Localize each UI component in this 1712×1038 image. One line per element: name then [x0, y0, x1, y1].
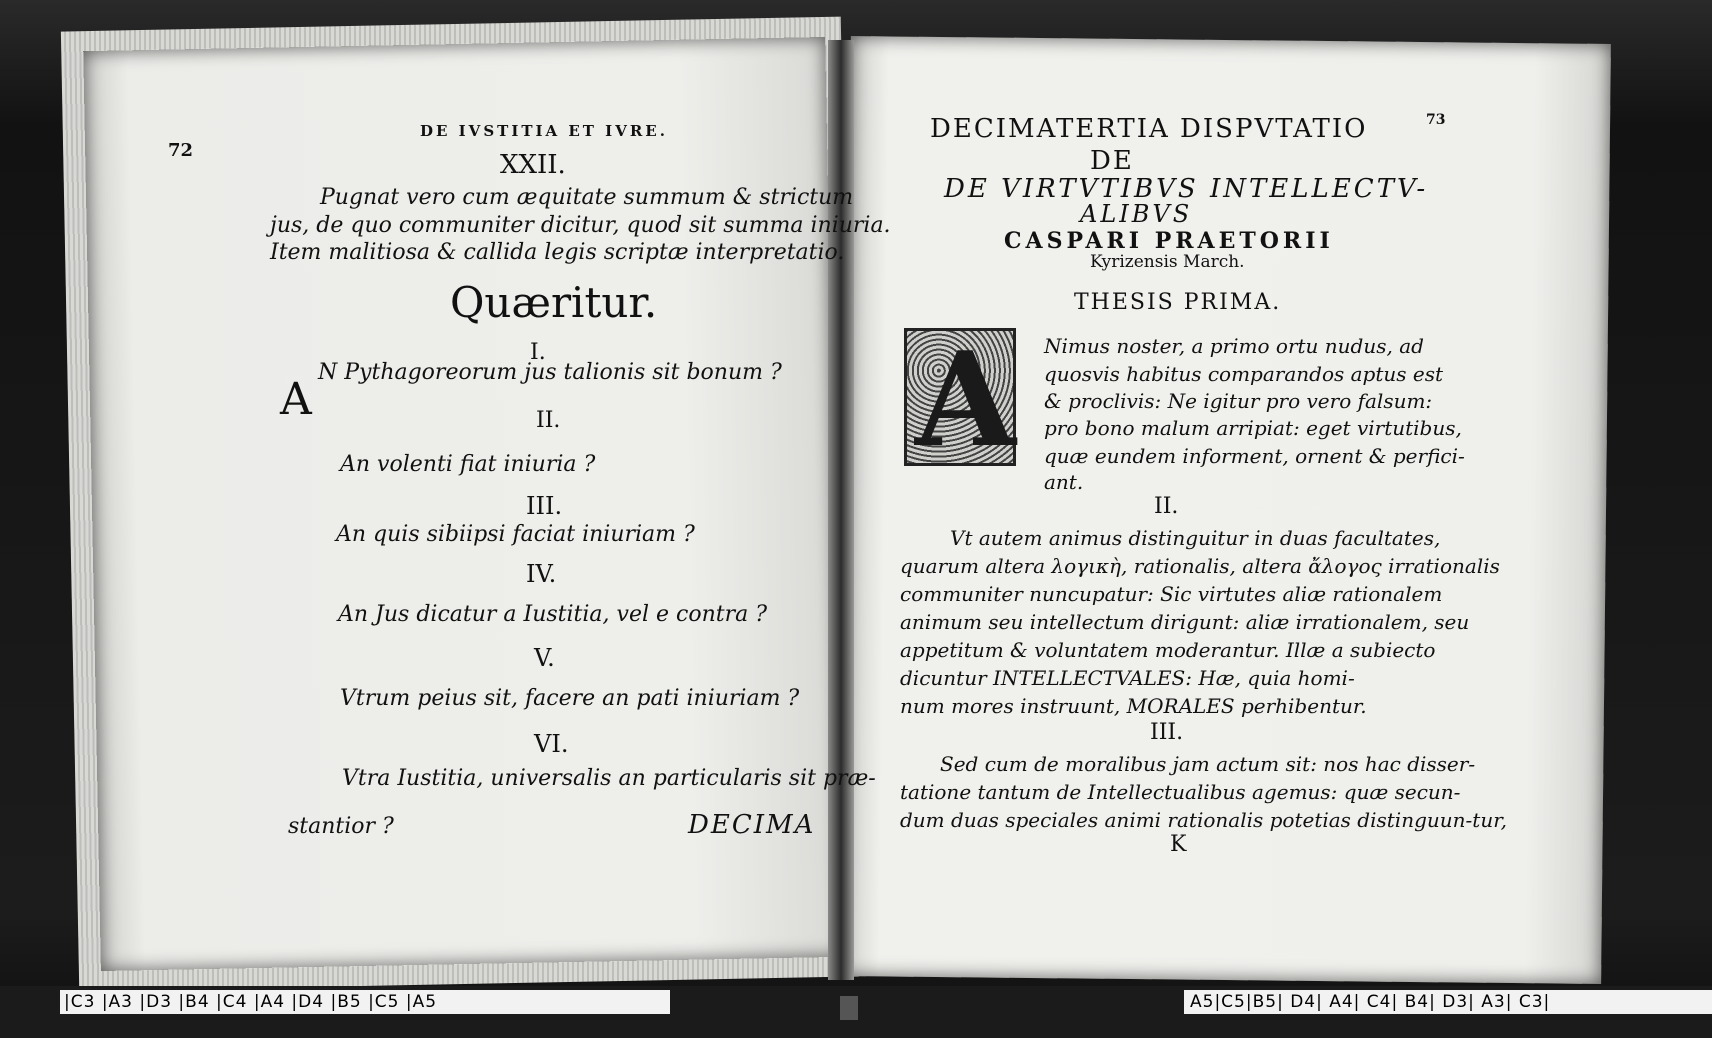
running-header: DE IVSTITIA ET IVRE.: [420, 122, 668, 140]
thesis-line: dicuntur INTELLECTVALES: Hæ, quia homi-: [900, 666, 1355, 690]
book-gutter: [828, 40, 854, 980]
thesis-line: dum duas speciales animi rationalis potetias distinguun-tur,: [900, 808, 1507, 832]
paragraph-line: Item malitiosa & callida legis scriptæ interpretatio.: [270, 240, 845, 265]
film-strip-labels-left: |C3 |A3 |D3 |B4 |C4 |A4 |D4 |B5 |C5 |A5: [64, 992, 438, 1012]
thesis-line: Nimus noster, a primo ortu nudus, ad: [1044, 334, 1424, 358]
author-name: CASPARI PRAETORII: [1004, 228, 1334, 254]
thesis-heading: THESIS PRIMA.: [1074, 290, 1282, 315]
thesis-line: Sed cum de moralibus jam actum sit: nos hac disser-: [940, 752, 1476, 776]
thesis-number: II.: [1154, 494, 1179, 519]
question-number: II.: [536, 408, 561, 433]
question-number: VI.: [534, 730, 569, 758]
question-number: IV.: [526, 560, 557, 588]
thesis-line: num mores instruunt, MORALES perhibentur.: [900, 694, 1367, 718]
paragraph-line: jus, de quo communiter dicitur, quod sit summa iniuria.: [270, 213, 891, 238]
thesis-line: animum seu intellectum dirigunt: aliæ irrationalem, seu: [900, 610, 1470, 634]
question-text: An quis sibiipsi faciat iniuriam ?: [336, 522, 695, 547]
left-page-number: 72: [168, 140, 194, 161]
thesis-line: quarum altera λογικὴ, rationalis, altera ἄλογος irrationalis: [900, 554, 1500, 578]
thesis-line: Vt autem animus distinguitur in duas facultates,: [950, 526, 1441, 550]
decorated-initial: [904, 323, 1016, 476]
film-strip-labels-right: A5|C5|B5| D4| A4| C4| B4| D3| A3| C3|: [1190, 992, 1551, 1012]
thesis-line: & proclivis: Ne igitur pro vero falsum:: [1044, 389, 1433, 413]
thesis-line: quosvis habitus comparandos aptus est: [1044, 362, 1444, 386]
thesis-line: pro bono malum arripiat: eget virtutibus,: [1044, 416, 1462, 440]
author-origin: Kyrizensis March.: [1090, 252, 1245, 272]
title-line: DE: [1090, 146, 1134, 176]
catchword: DECIMA: [688, 810, 816, 840]
section-heading: Quæritur.: [450, 278, 658, 327]
title-line: DECIMATERTIA DISPVTATIO: [930, 114, 1368, 144]
right-page-number: 73: [1426, 112, 1446, 128]
paragraph-line: Pugnat vero cum æquitate summum & strictum: [320, 185, 854, 210]
thesis-number: III.: [1150, 720, 1184, 745]
thesis-line: appetitum & voluntatem moderantur. Illæ a subiecto: [900, 638, 1436, 662]
film-registration-mark: [840, 996, 858, 1020]
signature-mark: K: [1170, 832, 1187, 857]
question-number: V.: [534, 644, 555, 672]
question-number: III.: [526, 492, 563, 520]
title-line: ALIBVS: [1080, 200, 1193, 228]
question-text: stantior ?: [288, 814, 394, 839]
question-text: An Jus dicatur a Iustitia, vel e contra ?: [338, 602, 767, 627]
drop-cap-letter: A: [280, 374, 312, 425]
question-number: I.: [530, 340, 546, 365]
question-text: N Pythagoreorum jus talionis sit bonum ?: [318, 360, 782, 385]
question-text: Vtra Iustitia, universalis an particularis sit præ-: [342, 766, 876, 791]
section-number: XXII.: [500, 150, 566, 180]
thesis-line: communiter nuncupatur: Sic virtutes aliæ rationalem: [900, 582, 1443, 606]
question-text: An volenti fiat iniuria ?: [340, 452, 596, 477]
title-line: DE VIRTVTIBVS INTELLECTV-: [944, 174, 1429, 204]
initial-letter: A: [915, 323, 1016, 476]
thesis-line: quæ eundem informent, ornent & perfici-: [1044, 444, 1465, 468]
thesis-line: ant.: [1044, 470, 1084, 494]
thesis-line: tatione tantum de Intellectualibus agemus: quæ secun-: [900, 780, 1461, 804]
question-text: Vtrum peius sit, facere an pati iniuriam ?: [340, 686, 800, 711]
